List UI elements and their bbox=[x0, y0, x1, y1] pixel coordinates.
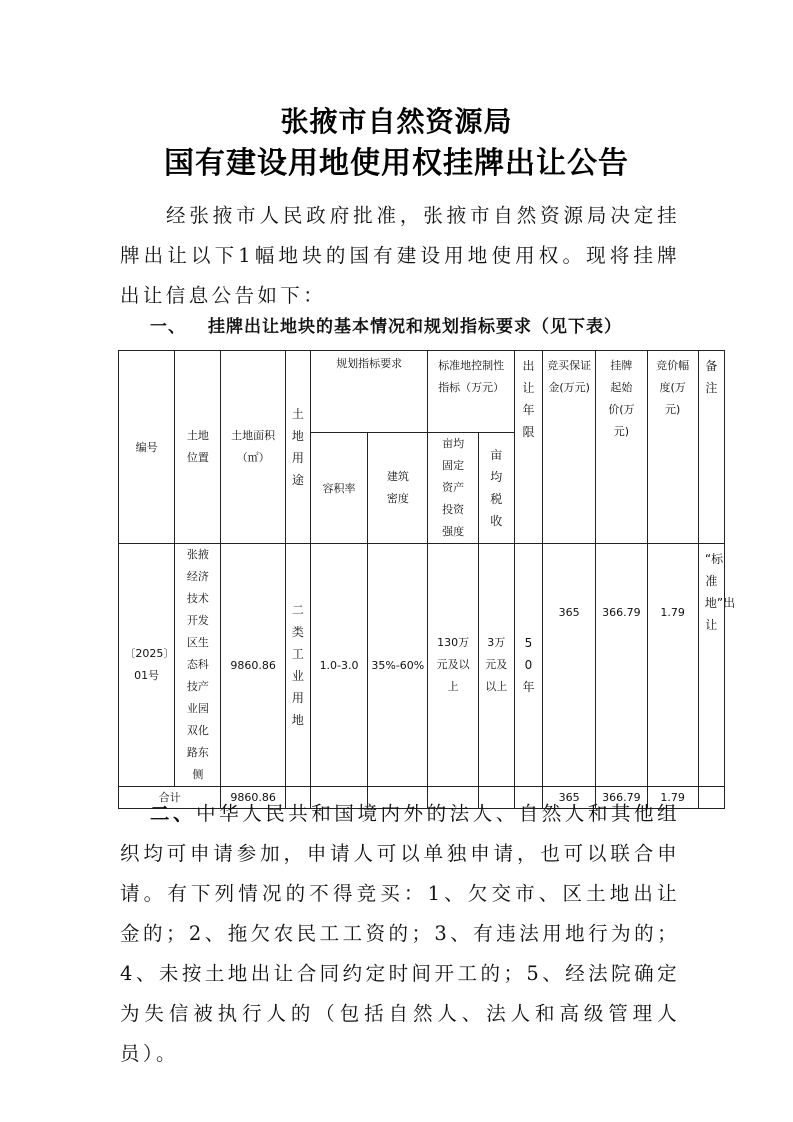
cell-deposit: 365 bbox=[543, 544, 596, 787]
cell-density: 35%-60% bbox=[368, 544, 428, 787]
cell-start-price: 366.79 bbox=[596, 544, 647, 787]
header-planning: 规划指标要求 bbox=[310, 351, 428, 433]
header-density: 建筑密度 bbox=[368, 433, 428, 544]
section2-text: 中华人民共和国境内外的法人、自然人和其他组织均可申请参加，申请人可以单独申请，也可以联合申请。有下列情况的不得竞买：1、欠交市、区土地出让金的；2、拖欠农民工工资的；3、有违法用地行为的；4、未按土地出让合同约定时间开工的；5、经法院确定为失信被执行人的（包括自然人、法人和高级管理人员）。 bbox=[120, 802, 680, 1065]
header-far: 容积率 bbox=[310, 433, 367, 544]
cell-term: 50年 bbox=[514, 544, 542, 787]
section2-number: 二、 bbox=[150, 802, 197, 825]
cell-location: 张掖经济技术开发区生态科技产业园双化路东侧 bbox=[175, 544, 221, 787]
header-remark: 备注 bbox=[698, 351, 724, 544]
header-use: 土地用途 bbox=[285, 351, 310, 544]
cell-investment: 130万元及以上 bbox=[428, 544, 478, 787]
section1-heading bbox=[150, 312, 622, 337]
total-label: 合计 bbox=[119, 787, 221, 809]
cell-area: 9860.86 bbox=[221, 544, 285, 787]
cell-use: 二类工业用地 bbox=[285, 544, 310, 787]
notice-title-line1: 张掖市自然资源局 bbox=[280, 105, 513, 138]
header-deposit: 竞买保证金(万元) bbox=[543, 351, 596, 544]
cell-number: 〔2025〕01号 bbox=[119, 544, 175, 787]
header-start-price: 挂牌起始价(万元) bbox=[596, 351, 647, 544]
notice-title-line2: 国有建设用地使用权挂牌出让公告 bbox=[164, 146, 629, 181]
total-start-price: 366.79 bbox=[596, 787, 647, 809]
header-number: 编号 bbox=[119, 351, 175, 544]
header-area: 土地面积（㎡） bbox=[221, 351, 285, 544]
total-area: 9860.86 bbox=[221, 787, 285, 809]
header-location: 土地位置 bbox=[175, 351, 221, 544]
total-deposit: 365 bbox=[543, 787, 596, 809]
total-increment: 1.79 bbox=[647, 787, 698, 809]
header-increment: 竞价幅度(万元) bbox=[647, 351, 698, 544]
header-term: 出让年限 bbox=[514, 351, 542, 544]
cell-increment: 1.79 bbox=[647, 544, 698, 787]
section2-paragraph bbox=[120, 794, 680, 1074]
section1-title: 挂牌出让地块的基本情况和规划指标要求（见下表） bbox=[208, 317, 622, 337]
section1-number: 一、 bbox=[150, 317, 186, 337]
cell-tax: 3万元及以上 bbox=[478, 544, 514, 787]
header-tax: 亩均税收 bbox=[478, 433, 514, 544]
header-investment: 亩均固定资产投资强度 bbox=[428, 433, 478, 544]
header-control: 标准地控制性指标（万元） bbox=[428, 351, 514, 433]
cell-far: 1.0-3.0 bbox=[310, 544, 367, 787]
total-remark bbox=[698, 787, 724, 809]
cell-remark: “标准地”出让 bbox=[698, 544, 724, 787]
parcel-table bbox=[118, 350, 736, 809]
intro-paragraph: 经张掖市人民政府批准，张掖市自然资源局决定挂牌出让以下1幅地块的国有建设用地使用权。现将挂牌出让信息公告如下： bbox=[120, 204, 680, 307]
